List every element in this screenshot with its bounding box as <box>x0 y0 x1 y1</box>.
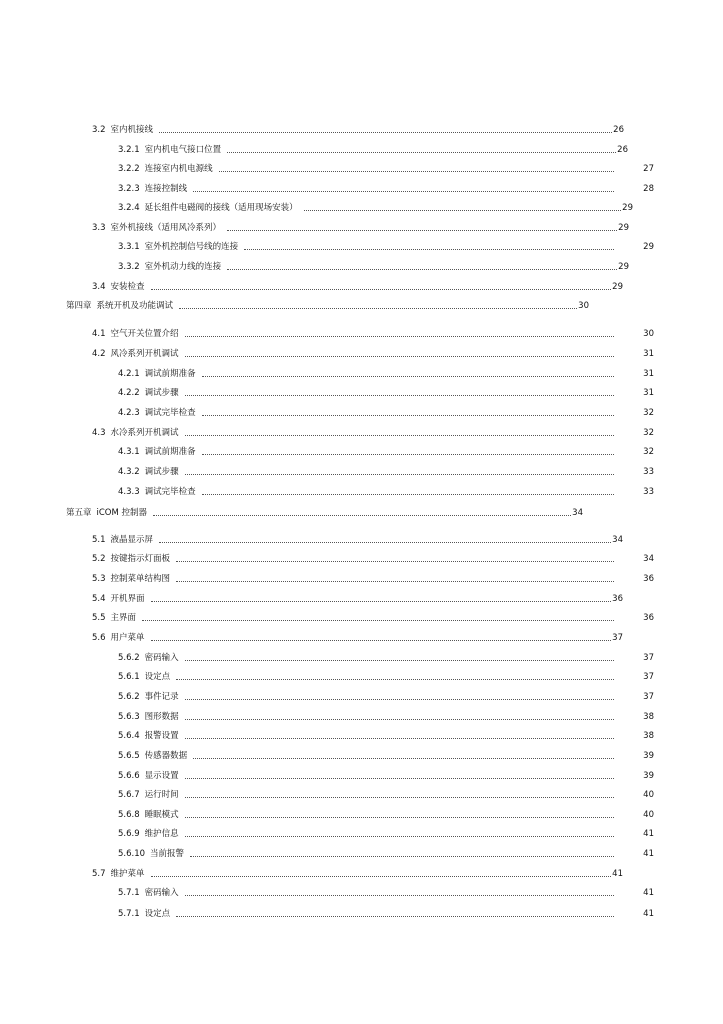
dot-leader <box>185 689 615 700</box>
toc-entry-page: 33 <box>643 467 654 477</box>
toc-entry-number: 4.2.2 <box>118 388 140 398</box>
toc-entry-title: 调试完毕检查 <box>144 408 196 418</box>
dot-leader <box>185 385 615 396</box>
dot-leader <box>176 669 614 680</box>
toc-entry-title: 室外机控制信号线的连接 <box>144 242 239 252</box>
toc-entry-title: 液晶显示屏 <box>110 535 154 545</box>
dot-leader <box>159 122 612 133</box>
toc-entry-5-6-5[interactable] <box>118 748 654 762</box>
toc-entry-number: 3.2.3 <box>118 184 140 194</box>
toc-entry-number: 第五章 <box>66 508 92 518</box>
toc-entry-title: 室外机动力线的连接 <box>144 262 222 272</box>
toc-entry-number: 5.4 <box>92 594 106 604</box>
toc-entry-5-7-1-setpoint[interactable] <box>118 906 654 920</box>
toc-entry-title: 开机界面 <box>110 594 145 604</box>
dot-leader <box>244 239 614 250</box>
toc-entry-number: 3.2.2 <box>118 164 140 174</box>
toc-entry-number: 5.1 <box>92 535 106 545</box>
toc-entry-number: 5.2 <box>92 554 106 564</box>
toc-entry-3-2-4[interactable] <box>118 200 633 214</box>
toc-entry-5-6-6[interactable] <box>118 768 654 782</box>
toc-entry-page: 34 <box>612 535 623 545</box>
toc-entry-4-3[interactable] <box>92 425 654 439</box>
toc-entry-3-4[interactable] <box>92 279 623 293</box>
toc-entry-title: 调试前期准备 <box>144 369 196 379</box>
toc-entry-5-5[interactable] <box>92 610 654 624</box>
dot-leader <box>304 200 622 211</box>
toc-entry-title: 维护信息 <box>144 829 179 839</box>
toc-entry-number: 5.6.10 <box>118 849 146 859</box>
toc-entry-title: 调试步骤 <box>144 388 179 398</box>
toc-entry-title: 按键指示灯面板 <box>110 554 171 564</box>
toc-entry-page: 29 <box>612 282 623 292</box>
toc-entry-4-1[interactable] <box>92 326 654 340</box>
toc-entry-4-2[interactable] <box>92 346 654 360</box>
dot-leader <box>185 728 615 739</box>
toc-entry-5-7-1-password[interactable] <box>118 885 654 899</box>
toc-entry-number: 5.6.4 <box>118 731 140 741</box>
toc-entry-number: 3.3 <box>92 223 106 233</box>
toc-entry-4-2-3[interactable] <box>118 405 654 419</box>
toc-entry-3-2-3[interactable] <box>118 181 654 195</box>
toc-entry-title: 调试完毕检查 <box>144 487 196 497</box>
toc-entry-4-3-2[interactable] <box>118 464 654 478</box>
toc-entry-number: 5.6 <box>92 633 106 643</box>
toc-entry-5-1[interactable] <box>92 532 623 546</box>
dot-leader <box>185 709 615 720</box>
toc-entry-page: 41 <box>643 909 654 919</box>
toc-entry-title: 运行时间 <box>144 790 179 800</box>
toc-entry-page: 31 <box>643 388 654 398</box>
toc-entry-title: 调试步骤 <box>144 467 179 477</box>
toc-entry-number: 4.3 <box>92 428 106 438</box>
toc-entry-page: 30 <box>643 329 654 339</box>
toc-entry-5-4[interactable] <box>92 591 623 605</box>
toc-entry-title: 事件记录 <box>144 692 179 702</box>
toc-entry-page: 33 <box>643 487 654 497</box>
dot-leader <box>185 464 615 475</box>
toc-entry-page: 28 <box>643 184 654 194</box>
toc-entry-title: 空气开关位置介绍 <box>110 329 179 339</box>
toc-entry-title: 传感器数据 <box>144 751 188 761</box>
toc-entry-5-6-7[interactable] <box>118 787 654 801</box>
toc-entry-title: 密码输入 <box>144 888 179 898</box>
toc-entry-page: 27 <box>643 164 654 174</box>
toc-entry-page: 36 <box>643 613 654 623</box>
toc-entry-3-2-2[interactable] <box>118 161 654 175</box>
toc-entry-5-6-2-events[interactable] <box>118 689 654 703</box>
toc-chapter-5[interactable] <box>66 505 583 519</box>
toc-entry-number: 3.2.4 <box>118 203 140 213</box>
dot-leader <box>153 505 571 516</box>
toc-entry-number: 5.6.8 <box>118 810 140 820</box>
toc-entry-number: 5.7 <box>92 869 106 879</box>
dot-leader <box>185 826 615 837</box>
toc-entry-5-6-3[interactable] <box>118 709 654 723</box>
toc-entry-5-6[interactable] <box>92 630 623 644</box>
toc-entry-number: 5.3 <box>92 574 106 584</box>
toc-entry-3-2-1[interactable] <box>118 142 628 156</box>
toc-entry-number: 4.1 <box>92 329 106 339</box>
dot-leader <box>185 326 615 337</box>
toc-entry-page: 26 <box>613 125 624 135</box>
toc-entry-title: 用户菜单 <box>110 633 145 643</box>
dot-leader <box>151 279 612 290</box>
toc-entry-page: 29 <box>618 223 629 233</box>
toc-entry-number: 4.3.3 <box>118 487 140 497</box>
toc-entry-number: 5.6.9 <box>118 829 140 839</box>
dot-leader <box>185 787 615 798</box>
toc-entry-4-3-3[interactable] <box>118 484 654 498</box>
toc-entry-5-2[interactable] <box>92 551 654 565</box>
toc-entry-5-3[interactable] <box>92 571 654 585</box>
dot-leader <box>185 885 615 896</box>
toc-entry-page: 41 <box>643 849 654 859</box>
dot-leader <box>185 650 615 661</box>
toc-entry-number: 4.3.1 <box>118 447 140 457</box>
toc-entry-page: 39 <box>643 751 654 761</box>
toc-entry-number: 3.3.2 <box>118 262 140 272</box>
toc-entry-5-6-1[interactable] <box>118 669 654 683</box>
toc-entry-page: 32 <box>643 428 654 438</box>
toc-entry-title: 密码输入 <box>144 653 179 663</box>
dot-leader <box>202 444 615 455</box>
toc-entry-title: 风冷系列开机调试 <box>110 349 179 359</box>
dot-leader <box>190 846 614 857</box>
toc-entry-3-2[interactable] <box>92 122 624 136</box>
toc-entry-number: 第四章 <box>66 301 92 311</box>
toc-entry-number: 5.6.3 <box>118 712 140 722</box>
toc-entry-page: 31 <box>643 369 654 379</box>
toc-entry-3-3[interactable] <box>92 220 629 234</box>
toc-entry-5-6-10[interactable] <box>118 846 654 860</box>
toc-entry-5-6-9[interactable] <box>118 826 654 840</box>
dot-leader <box>193 181 614 192</box>
toc-entry-title: 显示设置 <box>144 771 179 781</box>
toc-entry-title: 图形数据 <box>144 712 179 722</box>
toc-entry-number: 5.6.2 <box>118 653 140 663</box>
toc-entry-number: 3.4 <box>92 282 106 292</box>
toc-entry-page: 29 <box>618 262 629 272</box>
toc-entry-5-6-8[interactable] <box>118 807 654 821</box>
toc-entry-page: 37 <box>643 692 654 702</box>
dot-leader <box>202 405 615 416</box>
dot-leader <box>185 346 615 357</box>
toc-entry-5-6-4[interactable] <box>118 728 654 742</box>
dot-leader <box>142 610 614 621</box>
dot-leader <box>176 551 614 562</box>
toc-entry-number: 5.6.6 <box>118 771 140 781</box>
toc-entry-page: 41 <box>643 888 654 898</box>
toc-entry-number: 3.2.1 <box>118 145 140 155</box>
toc-entry-page: 38 <box>643 712 654 722</box>
toc-entry-title: 维护菜单 <box>110 869 145 879</box>
toc-entry-number: 3.2 <box>92 125 106 135</box>
toc-entry-page: 37 <box>612 633 623 643</box>
toc-entry-3-3-2[interactable] <box>118 259 629 273</box>
dot-leader <box>176 906 614 917</box>
dot-leader <box>185 425 615 436</box>
toc-entry-title: 连接控制线 <box>144 184 188 194</box>
toc-entry-number: 3.3.1 <box>118 242 140 252</box>
toc-entry-page: 34 <box>572 508 583 518</box>
toc-entry-number: 5.5 <box>92 613 106 623</box>
toc-entry-page: 36 <box>612 594 623 604</box>
toc-chapter-4[interactable] <box>66 298 589 312</box>
toc-entry-title: 当前报警 <box>150 849 185 859</box>
dot-leader <box>151 630 612 641</box>
toc-entry-title: 延长组件电磁阀的接线（适用现场安装） <box>144 203 298 213</box>
toc-entry-page: 40 <box>643 790 654 800</box>
dot-leader <box>227 259 617 270</box>
toc-entry-number: 4.2.1 <box>118 369 140 379</box>
toc-entry-page: 41 <box>612 869 623 879</box>
dot-leader <box>202 366 615 377</box>
toc-entry-page: 32 <box>643 408 654 418</box>
dot-leader <box>151 866 612 877</box>
toc-entry-title: 调试前期准备 <box>144 447 196 457</box>
dot-leader <box>185 768 615 779</box>
toc-entry-number: 5.7.1 <box>118 909 140 919</box>
dot-leader <box>227 142 616 153</box>
toc-entry-page: 39 <box>643 771 654 781</box>
toc-entry-title: iCOM 控制器 <box>96 508 148 518</box>
toc-entry-title: 设定点 <box>144 909 171 919</box>
toc-entry-title: 睡眠模式 <box>144 810 179 820</box>
dot-leader <box>193 748 614 759</box>
toc-entry-number: 5.7.1 <box>118 888 140 898</box>
dot-leader <box>185 807 615 818</box>
toc-entry-number: 4.3.2 <box>118 467 140 477</box>
toc-entry-number: 5.6.5 <box>118 751 140 761</box>
toc-entry-number: 5.6.7 <box>118 790 140 800</box>
toc-entry-title: 控制菜单结构图 <box>110 574 171 584</box>
toc-entry-page: 38 <box>643 731 654 741</box>
toc-entry-4-3-1[interactable] <box>118 444 654 458</box>
toc-entry-5-6-2-password[interactable] <box>118 650 654 664</box>
toc-entry-4-2-1[interactable] <box>118 366 654 380</box>
dot-leader <box>151 591 612 602</box>
dot-leader <box>227 220 617 231</box>
dot-leader <box>179 298 577 309</box>
toc-entry-page: 37 <box>643 653 654 663</box>
toc-entry-title: 报警设置 <box>144 731 179 741</box>
toc-entry-page: 37 <box>643 672 654 682</box>
toc-entry-title: 主界面 <box>110 613 137 623</box>
toc-entry-page: 41 <box>643 829 654 839</box>
toc-entry-page: 29 <box>643 242 654 252</box>
toc-entry-title: 连接室内机电源线 <box>144 164 213 174</box>
toc-entry-title: 室内机电气接口位置 <box>144 145 222 155</box>
toc-entry-title: 水冷系列开机调试 <box>110 428 179 438</box>
toc-entry-title: 设定点 <box>144 672 171 682</box>
toc-entry-page: 40 <box>643 810 654 820</box>
toc-entry-page: 32 <box>643 447 654 457</box>
dot-leader <box>159 532 611 543</box>
dot-leader <box>219 161 615 172</box>
toc-entry-number: 4.2 <box>92 349 106 359</box>
toc-entry-page: 30 <box>578 301 589 311</box>
toc-entry-number: 4.2.3 <box>118 408 140 418</box>
dot-leader <box>176 571 614 582</box>
toc-entry-number: 5.6.1 <box>118 672 140 682</box>
toc-entry-title: 安装检查 <box>110 282 145 292</box>
toc-entry-3-3-1[interactable] <box>118 239 654 253</box>
toc-entry-title: 室内机接线 <box>110 125 154 135</box>
toc-entry-title: 室外机接线（适用风冷系列） <box>110 223 222 233</box>
toc-entry-page: 29 <box>622 203 633 213</box>
toc-entry-number: 5.6.2 <box>118 692 140 702</box>
toc-entry-page: 26 <box>617 145 628 155</box>
dot-leader <box>202 484 615 495</box>
toc-entry-page: 31 <box>643 349 654 359</box>
toc-entry-4-2-2[interactable] <box>118 385 654 399</box>
toc-entry-page: 34 <box>643 554 654 564</box>
toc-entry-page: 36 <box>643 574 654 584</box>
toc-entry-5-7[interactable] <box>92 866 623 880</box>
toc-entry-title: 系统开机及功能调试 <box>96 301 174 311</box>
